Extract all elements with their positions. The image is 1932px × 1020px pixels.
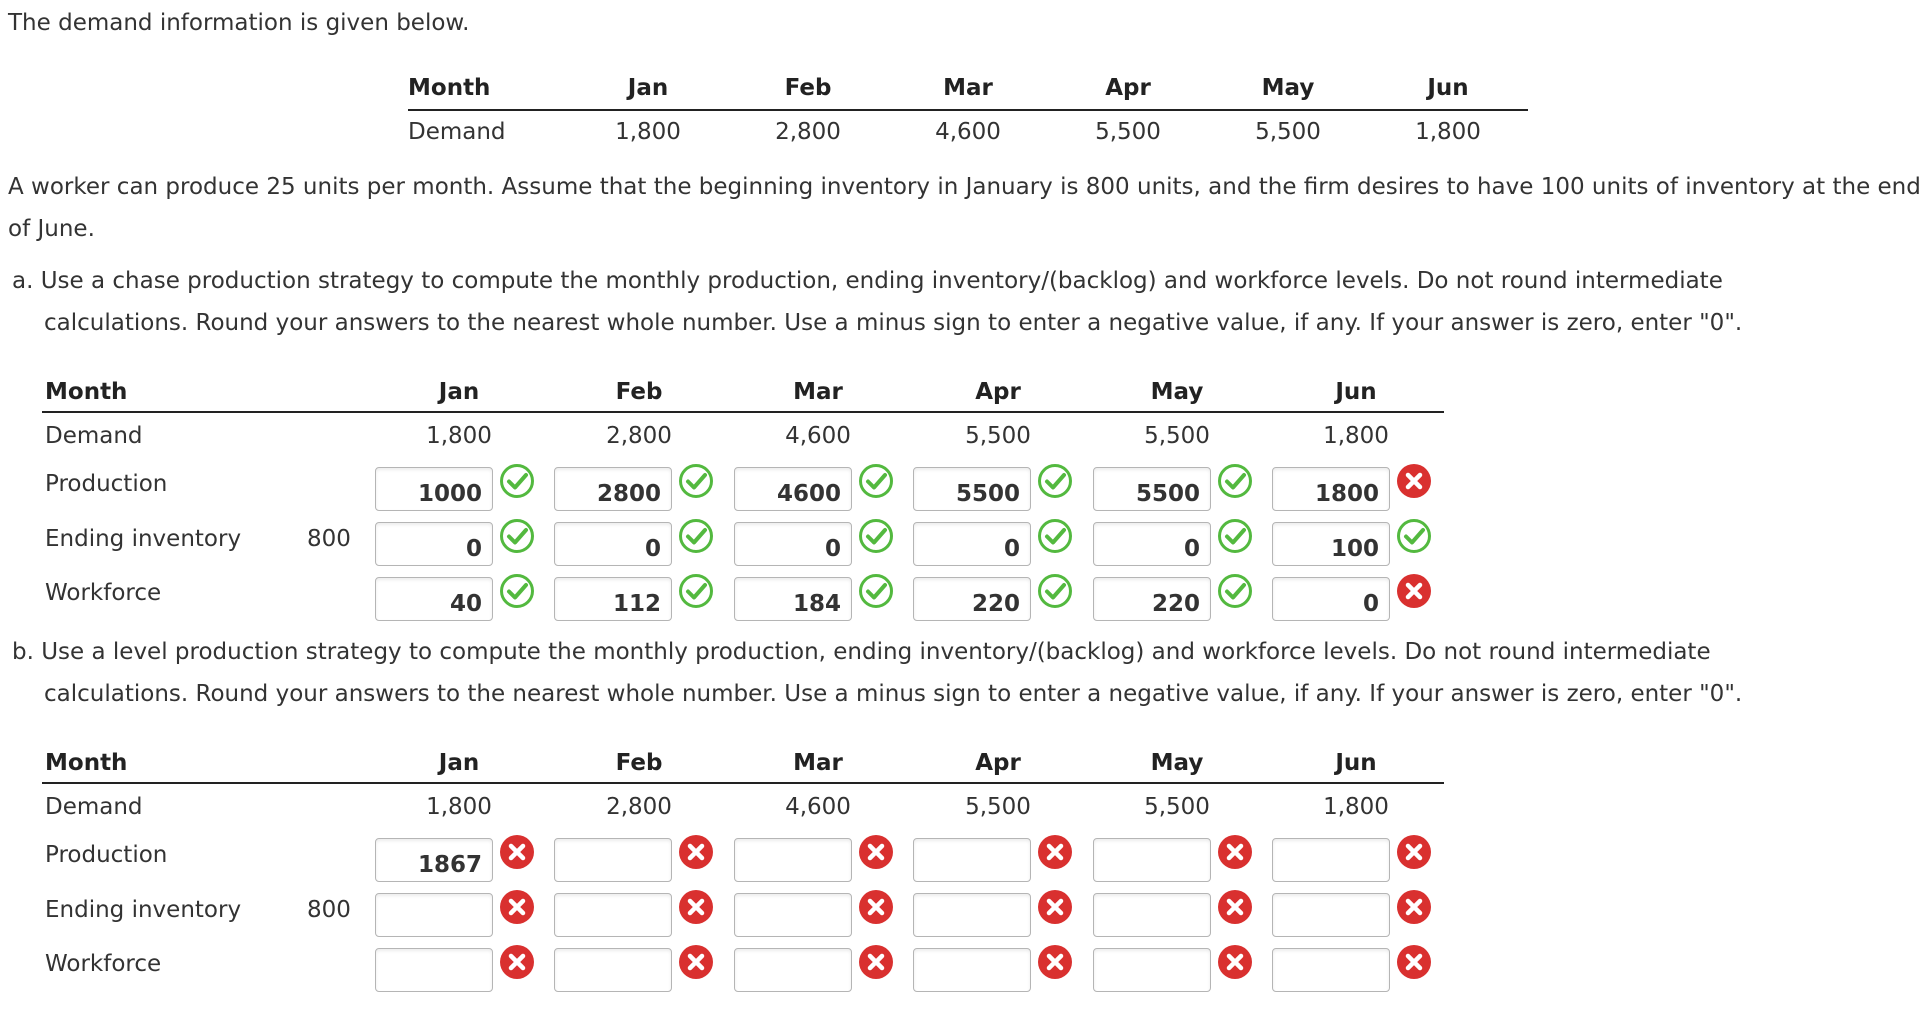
demand-value-mar: 4,600 bbox=[935, 119, 1001, 145]
part-a-demand-jan: 1,800 bbox=[426, 423, 492, 449]
part-b-rule bbox=[42, 782, 1444, 784]
check-circle-icon bbox=[858, 573, 894, 609]
part-a-workforce-input-apr[interactable]: 220 bbox=[913, 577, 1031, 621]
part-b-ending-inventory-input-mar[interactable] bbox=[734, 893, 852, 937]
part-a-row-label-ending-inventory: Ending inventory bbox=[45, 526, 242, 552]
part-b-header-jun: Jun bbox=[1335, 750, 1377, 776]
part-b-header-may: May bbox=[1150, 750, 1204, 776]
part-b-row-label-ending-inventory: Ending inventory bbox=[45, 897, 242, 923]
part-a-header-jan: Jan bbox=[438, 379, 480, 405]
check-circle-icon bbox=[678, 573, 714, 609]
part-b-demand-mar: 4,600 bbox=[785, 794, 851, 820]
part-b-production-input-jan[interactable]: 1867 bbox=[375, 838, 493, 882]
x-circle-icon bbox=[1396, 889, 1432, 925]
part-b-row-label-production: Production bbox=[45, 842, 168, 868]
x-circle-icon bbox=[1396, 463, 1432, 499]
part-a-workforce-input-feb[interactable]: 112 bbox=[554, 577, 672, 621]
part-a-prompt: a. Use a chase production strategy to compute the monthly production, ending inventory/(backlog) and workforce levels. Do not round intermediate calculations. Round your answers to the nearest whole number. Use a minus sign to enter a negative value, if any. If your answer is zero, enter "0". bbox=[12, 268, 1743, 336]
x-circle-icon bbox=[499, 834, 535, 870]
demand-table-header-mar: Mar bbox=[943, 75, 993, 101]
part-b-workforce-input-mar[interactable] bbox=[734, 948, 852, 992]
x-circle-icon bbox=[678, 834, 714, 870]
part-a-workforce-input-mar[interactable]: 184 bbox=[734, 577, 852, 621]
part-a-ending-inventory-input-jun[interactable]: 100 bbox=[1272, 522, 1390, 566]
demand-table-header-jan: Jan bbox=[627, 75, 669, 101]
demand-table-header-month: Month bbox=[408, 75, 491, 101]
check-circle-icon bbox=[1217, 463, 1253, 499]
x-circle-icon bbox=[499, 944, 535, 980]
part-b-demand-jun: 1,800 bbox=[1323, 794, 1389, 820]
part-a-beginning-inventory: 800 bbox=[307, 526, 351, 552]
x-circle-icon bbox=[858, 889, 894, 925]
part-a-row-label-production: Production bbox=[45, 471, 168, 497]
part-a-workforce-input-jun[interactable]: 0 bbox=[1272, 577, 1390, 621]
worker-note: A worker can produce 25 units per month. Assume that the beginning inventory in January is 800 units, and the firm desires to have 100 units of inventory at the end of June. bbox=[8, 174, 1921, 242]
part-b-demand-jan: 1,800 bbox=[426, 794, 492, 820]
part-b-demand-may: 5,500 bbox=[1144, 794, 1210, 820]
part-b-demand-label: Demand bbox=[45, 794, 143, 820]
check-circle-icon bbox=[499, 518, 535, 554]
check-circle-icon bbox=[1396, 518, 1432, 554]
check-circle-icon bbox=[1037, 463, 1073, 499]
part-a-production-input-mar[interactable]: 4600 bbox=[734, 467, 852, 511]
part-a-ending-inventory-input-feb[interactable]: 0 bbox=[554, 522, 672, 566]
x-circle-icon bbox=[1396, 573, 1432, 609]
demand-row-label: Demand bbox=[408, 119, 506, 145]
demand-value-may: 5,500 bbox=[1255, 119, 1321, 145]
demand-table-header-apr: Apr bbox=[1105, 75, 1151, 101]
check-circle-icon bbox=[1037, 518, 1073, 554]
check-circle-icon bbox=[499, 463, 535, 499]
part-a-demand-feb: 2,800 bbox=[606, 423, 672, 449]
x-circle-icon bbox=[1037, 834, 1073, 870]
part-b-ending-inventory-input-jan[interactable] bbox=[375, 893, 493, 937]
part-b-beginning-inventory: 800 bbox=[307, 897, 351, 923]
part-b-header-month: Month bbox=[45, 750, 128, 776]
part-a-ending-inventory-input-mar[interactable]: 0 bbox=[734, 522, 852, 566]
part-b-workforce-input-may[interactable] bbox=[1093, 948, 1211, 992]
part-a-row-label-workforce: Workforce bbox=[45, 580, 162, 606]
part-b-workforce-input-jun[interactable] bbox=[1272, 948, 1390, 992]
part-b-header-feb: Feb bbox=[615, 750, 663, 776]
part-b-prompt: b. Use a level production strategy to compute the monthly production, ending inventory/(backlog) and workforce levels. Do not round intermediate calculations. Round your answers to the nearest whole number. Use a minus sign to enter a negative value, if any. If your answer is zero, enter "0". bbox=[12, 639, 1743, 707]
demand-value-jan: 1,800 bbox=[615, 119, 681, 145]
check-circle-icon bbox=[499, 573, 535, 609]
check-circle-icon bbox=[678, 518, 714, 554]
part-b-demand-apr: 5,500 bbox=[965, 794, 1031, 820]
part-b-production-input-may[interactable] bbox=[1093, 838, 1211, 882]
x-circle-icon bbox=[678, 889, 714, 925]
part-a-production-input-may[interactable]: 5500 bbox=[1093, 467, 1211, 511]
x-circle-icon bbox=[678, 944, 714, 980]
part-b-workforce-input-apr[interactable] bbox=[913, 948, 1031, 992]
x-circle-icon bbox=[1037, 944, 1073, 980]
part-a-demand-apr: 5,500 bbox=[965, 423, 1031, 449]
part-a-header-may: May bbox=[1150, 379, 1204, 405]
demand-table-rule bbox=[408, 109, 1528, 111]
part-a-header-feb: Feb bbox=[615, 379, 663, 405]
part-a-header-mar: Mar bbox=[793, 379, 843, 405]
part-b-ending-inventory-input-may[interactable] bbox=[1093, 893, 1211, 937]
x-circle-icon bbox=[1396, 944, 1432, 980]
part-a-production-input-jan[interactable]: 1000 bbox=[375, 467, 493, 511]
check-circle-icon bbox=[1217, 573, 1253, 609]
part-b-workforce-input-feb[interactable] bbox=[554, 948, 672, 992]
part-a-demand-may: 5,500 bbox=[1144, 423, 1210, 449]
part-a-workforce-input-jan[interactable]: 40 bbox=[375, 577, 493, 621]
part-b-header-mar: Mar bbox=[793, 750, 843, 776]
part-b-demand-feb: 2,800 bbox=[606, 794, 672, 820]
demand-value-jun: 1,800 bbox=[1415, 119, 1481, 145]
x-circle-icon bbox=[1396, 834, 1432, 870]
part-a-production-input-jun[interactable]: 1800 bbox=[1272, 467, 1390, 511]
x-circle-icon bbox=[1037, 889, 1073, 925]
part-a-demand-mar: 4,600 bbox=[785, 423, 851, 449]
part-a-ending-inventory-input-may[interactable]: 0 bbox=[1093, 522, 1211, 566]
check-circle-icon bbox=[1217, 518, 1253, 554]
demand-value-apr: 5,500 bbox=[1095, 119, 1161, 145]
part-b-row-label-workforce: Workforce bbox=[45, 951, 162, 977]
check-circle-icon bbox=[858, 518, 894, 554]
part-b-production-input-mar[interactable] bbox=[734, 838, 852, 882]
x-circle-icon bbox=[858, 834, 894, 870]
check-circle-icon bbox=[1037, 573, 1073, 609]
part-b-header-apr: Apr bbox=[975, 750, 1021, 776]
demand-table-header-feb: Feb bbox=[784, 75, 832, 101]
part-a-production-input-apr[interactable]: 5500 bbox=[913, 467, 1031, 511]
part-b-production-input-feb[interactable] bbox=[554, 838, 672, 882]
part-b-workforce-input-jan[interactable] bbox=[375, 948, 493, 992]
part-a-production-input-feb[interactable]: 2800 bbox=[554, 467, 672, 511]
part-a-header-jun: Jun bbox=[1335, 379, 1377, 405]
demand-table-header-jun: Jun bbox=[1427, 75, 1469, 101]
check-circle-icon bbox=[858, 463, 894, 499]
part-a-ending-inventory-input-jan[interactable]: 0 bbox=[375, 522, 493, 566]
part-a-rule bbox=[42, 411, 1444, 413]
part-b-ending-inventory-input-feb[interactable] bbox=[554, 893, 672, 937]
x-circle-icon bbox=[499, 889, 535, 925]
demand-table-header-may: May bbox=[1261, 75, 1315, 101]
check-circle-icon bbox=[678, 463, 714, 499]
part-a-header-apr: Apr bbox=[975, 379, 1021, 405]
part-b-production-input-apr[interactable] bbox=[913, 838, 1031, 882]
intro-text: The demand information is given below. bbox=[8, 10, 470, 36]
x-circle-icon bbox=[858, 944, 894, 980]
x-circle-icon bbox=[1217, 834, 1253, 870]
part-a-header-month: Month bbox=[45, 379, 128, 405]
part-a-ending-inventory-input-apr[interactable]: 0 bbox=[913, 522, 1031, 566]
part-b-ending-inventory-input-jun[interactable] bbox=[1272, 893, 1390, 937]
part-b-ending-inventory-input-apr[interactable] bbox=[913, 893, 1031, 937]
part-a-demand-label: Demand bbox=[45, 423, 143, 449]
part-b-production-input-jun[interactable] bbox=[1272, 838, 1390, 882]
demand-value-feb: 2,800 bbox=[775, 119, 841, 145]
x-circle-icon bbox=[1217, 889, 1253, 925]
x-circle-icon bbox=[1217, 944, 1253, 980]
part-a-demand-jun: 1,800 bbox=[1323, 423, 1389, 449]
part-a-workforce-input-may[interactable]: 220 bbox=[1093, 577, 1211, 621]
part-b-header-jan: Jan bbox=[438, 750, 480, 776]
